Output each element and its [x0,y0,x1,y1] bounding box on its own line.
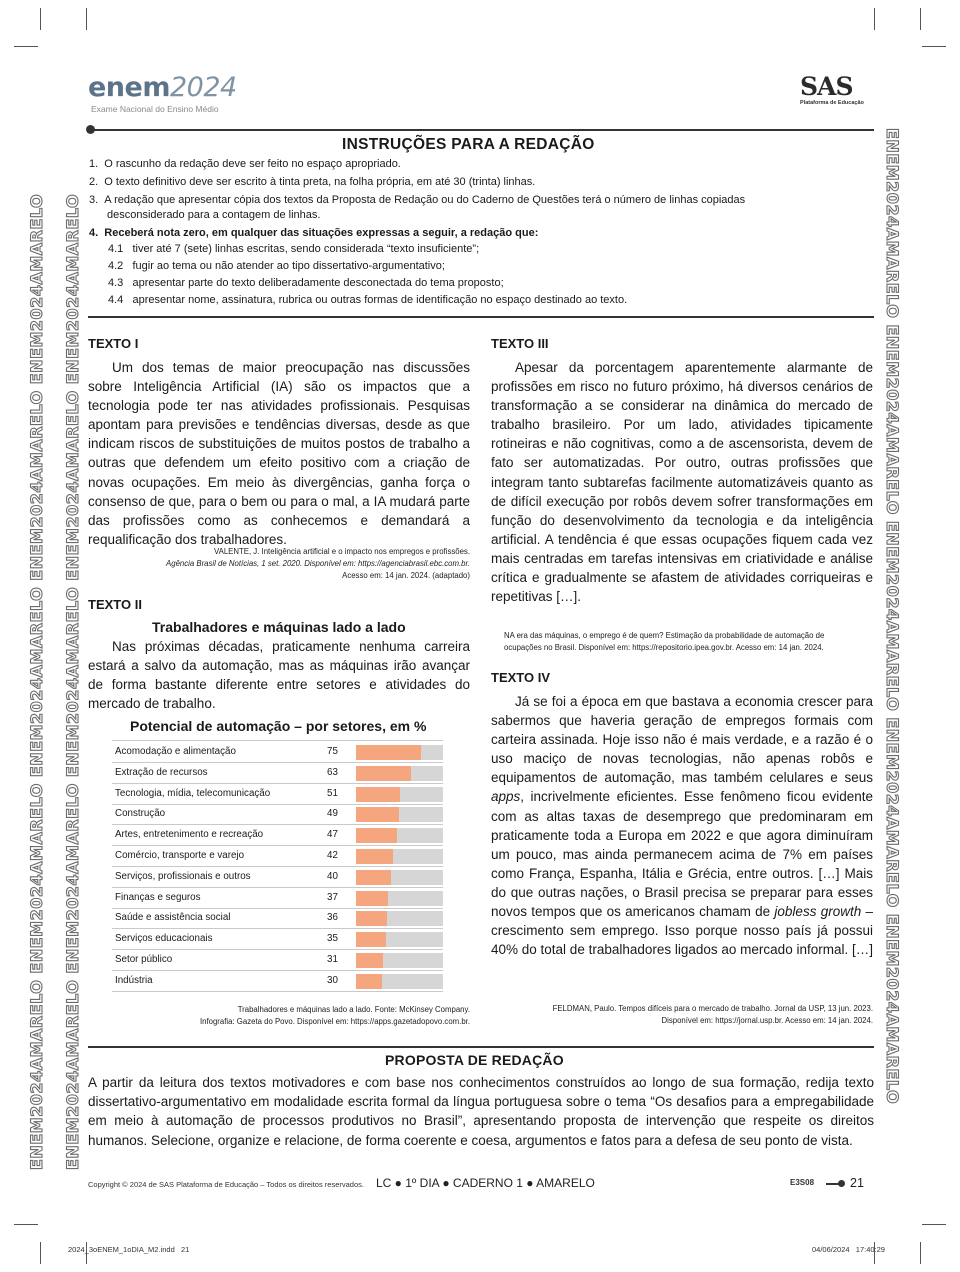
texto3-body: Apesar da porcentagem aparentemente alarmante de profissões em risco no futuro próximo, há diversos cenários de transformação a se considerar na dinâmica do mercado de trabalho brasileiro. Por um lado, atividades tipicamente rotineiras e não cognitivas, como a de ascensorista, devem de fato ser automatizadas. Por outro, outras profissões que integram tanto subtarefas facilmente automatizáveis quanto as de difícil execução por robôs devem sofrer transformações em função do desenvolvimento da tecnologia e da inteligência artificial. A tendência é que essas ocupações fiquem cada vez mais centradas em tarefas intensivas em criatividade e análise crítica e gradualmente se afastem de atividades corriqueiras e repetitivas […]. [491,360,873,605]
texto2-label: TEXTO II [88,597,142,612]
enem-logo-subtitle: Exame Nacional do Ensino Médio [91,104,219,114]
footer-caderno: LC ● 1º DIA ● CADERNO 1 ● AMARELO [376,1176,595,1190]
instruction-subitem: 4.1 tiver até 7 (sete) linhas escritas, sendo considerada “texto insuficiente”; [108,243,480,255]
chart-value-label: 31 [327,954,338,965]
chart-bar-track [356,828,443,843]
chart-value-label: 51 [327,787,338,799]
header-rule [88,129,874,131]
chart-category-label: Serviços, profissionais e outros [115,870,251,882]
chart-bar [356,787,400,802]
header-rule-dot [86,125,95,134]
chart-bar [356,828,397,843]
chart-row [112,867,443,888]
texto1-source-line: Agência Brasil de Notícias, 1 set. 2020. Disponível em: https://agenciabrasil.ebc.com.br. [166,559,470,568]
chart-row [112,846,443,867]
chart-category-label: Extração de recursos [115,766,208,778]
side-watermark-right: ENEM2024AMARELO ENEM2024AMARELO ENEM2024AMARELO ENEM2024AMARELO ENEM2024AMARELO [883,128,902,1105]
chart-bar-track [356,849,443,864]
page-number: 21 [850,1176,864,1190]
chart-title: Potencial de automação – por setores, em % [130,718,427,734]
chart-top-rule [112,740,443,741]
enem-logo-year: 2024 [169,72,237,103]
chart-value-label: 63 [327,766,338,778]
chart-bar-track [356,787,443,802]
chart-bar [356,870,391,885]
chart-category-label: Finanças e seguros [115,891,201,903]
texto3-source-line: ocupações no Brasil. Disponível em: https://repositorio.ipea.gov.br. Acesso em: 14 jan. 2024. [504,643,824,652]
chart-row [112,742,443,763]
texto4-source-line: Disponível em: https://jornal.usp.br. Acesso em: 14 jan. 2024. [661,1016,873,1025]
chart-bar [356,766,411,781]
instruction-item: 3. A redação que apresentar cópia dos textos da Proposta de Redação ou do Caderno de Questões terá o número de linhas copiadas [89,194,746,206]
side-watermark-left-inner: ENEM2024AMARELO ENEM2024AMARELO ENEM2024AMARELO ENEM2024AMARELO ENEM2024AMARELO [63,193,82,1170]
footer-file: 2024_3oENEM_1oDIA_M2.indd 21 [68,1245,190,1254]
enem-logo [88,72,237,103]
crop-mark [920,8,921,30]
chart-value-label: 47 [327,829,338,841]
chart-category-label: Tecnologia, mídia, telecomunicação [115,787,271,799]
chart-bar [356,932,386,947]
chart-value-label: 49 [327,808,338,820]
chart-bar-track [356,766,443,781]
chart-row [112,804,443,825]
chart-bar [356,911,387,926]
enem-logo-text: enem [88,72,170,103]
chart-row [112,950,443,971]
texto1-body: Um dos temas de maior preocupação nas discussões sobre Inteligência Artificial (IA) são os impactos que a tecnologia pode ter nas atividades profissionais. Pesquisas apontam para previsões e tendências diversas, desde as que indicam riscos de substituições de muitos postos de trabalho a outras que defendem um efeito positivo com a criação de novas ocupações. Em meio às divergências, ganha força o consenso de que, para o bem ou para o mal, a IA mudará parte das profissões como as conhecemos e demandará a requalificação dos trabalhadores. [88,360,470,547]
texto1-source-line: Acesso em: 14 jan. 2024. (adaptado) [342,571,470,580]
chart-category-label: Indústria [115,974,153,986]
crop-mark [14,1224,38,1225]
chart-bar [356,953,383,968]
texto2-source-line: Infografia: Gazeta do Povo. Disponível em: https://apps.gazetadopovo.com.br. [199,1017,470,1026]
chart-bar-track [356,891,443,906]
proposta-body: A partir da leitura dos textos motivadores e com base nos conhecimentos construídos ao longo de sua formação, redija texto dissertativo-argumentativo em modalidade escrita formal da língua portuguesa sobre o tema “Os desafios para a empregabilidade em meio à automação de processos produtivos no Brasil”, apresentando proposta de intervenção que respeite os direitos humanos. Selecione, organize e relacione, de forma coerente e coesa, argumentos e fatos para a defesa de seu ponto de vista. [88,1075,874,1148]
crop-mark [922,1224,946,1225]
footer-arrow-dot [838,1180,845,1187]
chart-value-label: 42 [327,850,338,861]
proposta-title: PROPOSTA DE REDAÇÃO [385,1052,564,1068]
section-rule [88,1046,874,1048]
chart-row [112,908,443,929]
chart-row [112,888,443,909]
texto4-source-line: FELDMAN, Paulo. Tempos difíceis para o mercado de trabalho. Jornal da USP, 13 jun. 2023. [552,1004,873,1013]
crop-mark [40,8,41,30]
chart-value-label: 30 [327,974,338,986]
texto4-label: TEXTO IV [491,670,550,685]
chart-bar-track [356,932,443,947]
crop-mark [86,8,87,30]
chart-value-label: 35 [327,933,338,945]
chart-bar [356,974,382,989]
chart-bar-track [356,911,443,926]
chart-bar [356,891,388,906]
chart-value-label: 36 [327,912,338,924]
chart-bar-track [356,953,443,968]
instruction-item: 1. O rascunho da redação deve ser feito no espaço apropriado. [89,158,401,170]
chart-bar [356,745,421,760]
crop-mark [14,46,38,47]
footer-code: E3S08 [790,1178,815,1187]
chart-row [112,971,443,992]
chart-value-label: 75 [327,746,338,757]
section-rule [88,316,874,318]
chart-bar-track [356,870,443,885]
texto1-source-line: VALENTE, J. Inteligência artificial e o impacto nos empregos e profissões. [214,547,470,556]
crop-mark [922,46,946,47]
chart-category-label: Acomodação e alimentação [115,746,236,757]
chart-category-label: Serviços educacionais [115,933,213,945]
chart-bar-track [356,974,443,989]
sas-logo-subtitle: Plataforma de Educação [800,100,864,106]
texto2-body: Nas próximas décadas, praticamente nenhuma carreira estará a salvo da automação, mas as máquinas irão avançar de forma bastante diferente entre setores e atividades do mercado de trabalho. [88,639,470,712]
chart-category-label: Setor público [115,954,173,965]
chart-bar-track [356,745,443,760]
instruction-item: 2. O texto definitivo deve ser escrito à tinta preta, na folha própria, em até 30 (trinta) linhas. [89,176,536,188]
instruction-subitem: 4.2 fugir ao tema ou não atender ao tipo dissertativo-argumentativo; [108,260,445,272]
texto1-label: TEXTO I [88,336,139,351]
footer-date: 04/06/2024 17:40:29 [812,1245,885,1254]
chart-row [112,825,443,846]
side-watermark-left-outer: ENEM2024AMARELO ENEM2024AMARELO ENEM2024AMARELO ENEM2024AMARELO ENEM2024AMARELO [27,193,46,1170]
chart-value-label: 40 [327,870,338,882]
chart-category-label: Comércio, transporte e varejo [115,850,245,861]
texto2-heading: Trabalhadores e máquinas lado a lado [152,619,406,635]
crop-mark [40,1242,41,1264]
chart-bar [356,807,399,822]
sas-logo: SAS [800,72,853,101]
texto3-label: TEXTO III [491,336,549,351]
instruction-subitem: 4.4 apresentar nome, assinatura, rubrica ou outras formas de identificação no espaço destinado ao texto. [108,294,628,306]
texto4-body: Já se foi a época em que bastava a economia crescer para sabermos que haveria geração de empregos formais com carteira assinada. Hoje isso não é mais verdade, e a razão é o uso maciço de novas tecnologias, não apenas robôs e equipamentos de automação, mas também celulares e seus apps, incrivelmente eficientes. Esse fenômeno ficou evidente com as altas taxas de desemprego que predominaram em praticamente toda a Europa em 2022 e que agora diminuíram um pouco, mas ainda permanecem acima de 7% em países como França, Espanha, Itália e Grécia, entre outros. […] Mais do que outras nações, o Brasil precisa se preparar para esses novos tempos que os americanos chamam de jobless growth – crescimento sem emprego. Isso porque nosso país já possui 40% do total de trabalhadores ligados ao mercado informal. […] [491,694,873,958]
crop-mark [920,1242,921,1264]
texto3-source-line: NA era das máquinas, o emprego é de quem? Estimação da probabilidade de automação de [504,631,825,640]
chart-value-label: 37 [327,891,338,903]
chart-bar [356,849,393,864]
chart-row [112,784,443,805]
crop-mark [874,8,875,30]
instruction-item: desconsiderado para a contagem de linhas. [107,209,321,221]
chart-category-label: Artes, entretenimento e recreação [115,829,264,841]
chart-category-label: Saúde e assistência social [115,912,231,924]
footer-copyright: Copyright © 2024 de SAS Plataforma de Educação – Todos os direitos reservados. [88,1180,364,1189]
chart-row [112,929,443,950]
chart-category-label: Construção [115,808,166,820]
instruction-subitem: 4.3 apresentar parte do texto deliberadamente desconectada do tema proposto; [108,277,504,289]
chart-bar-track [356,807,443,822]
instructions-title: INSTRUÇÕES PARA A REDAÇÃO [342,136,595,153]
instruction-item: 4. Receberá nota zero, em qualquer das situações expressas a seguir, a redação que: [89,227,539,239]
texto2-source-line: Trabalhadores e máquinas lado a lado. Fonte: McKinsey Company. [237,1005,470,1014]
chart-row [112,763,443,784]
